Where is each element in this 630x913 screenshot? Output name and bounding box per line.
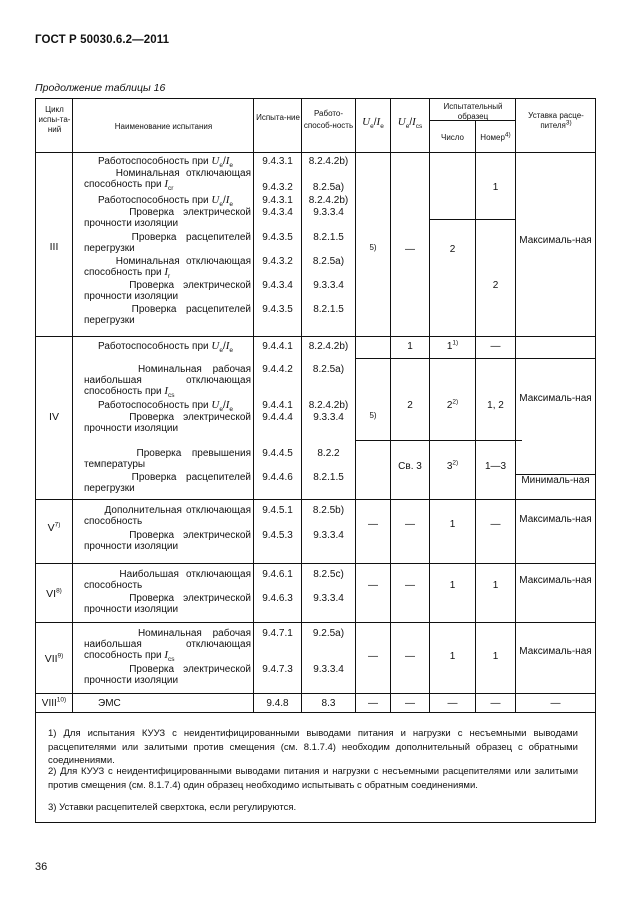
cycle-iv-setting-min: Минималь-ная xyxy=(521,475,590,486)
cycle-iv-g3-ue-ics: Св. 3 xyxy=(398,461,422,472)
cycle-v-label: $V^{7)}$ xyxy=(47,521,61,534)
col-setting-header: Уставка расце-пителя$^{3)}$ xyxy=(528,111,584,130)
cycle-iv-row-2-perf: 8.2.5a) xyxy=(312,364,345,375)
cycle-vi-ue-ie: — xyxy=(368,580,378,591)
cycle-iv-ue-ie: 5) xyxy=(369,411,377,420)
test-cycles-table xyxy=(35,98,596,713)
cycle-vii-row-2-perf: 9.3.3.4 xyxy=(313,664,344,675)
footnote-1: 1) Для испытания КУУЗ с неидентифицированными выводами питания и нагрузки с несъемными выводами расцепителями или залитыми против смещения (см. 8.1.7.4) необходим дополнительный образец с обратными соединениями. xyxy=(48,728,578,766)
cycle-iii-row-8-perf: 8.2.1.5 xyxy=(313,304,344,315)
cycle-iii-label: III xyxy=(49,241,59,253)
cycle-vi-count: 1 xyxy=(449,580,456,591)
cycle-vi-number: 1 xyxy=(492,580,499,591)
col-ue-ie-header: $U_е/I_е$ xyxy=(362,116,384,130)
cycle-vii-row-2-test: 9.4.7.3 xyxy=(262,664,293,675)
cycle-vii-number: 1 xyxy=(492,651,499,662)
cycle-iii-row-2-name: Номинальная отключающая способность при $I_{cr}$ xyxy=(84,168,251,192)
cycle-iv-g1-number: — xyxy=(490,341,501,352)
col-ue-ics-header: $U_е/I_{cs}$ xyxy=(397,116,423,130)
cycle-iv-row-6-test: 9.4.4.6 xyxy=(262,472,293,483)
cycle-viii-name: ЭМС xyxy=(98,698,121,709)
cycle-iii-row-7-name: Проверка электрической прочности изоляции xyxy=(84,280,251,302)
cycle-iii-row-4-test: 9.4.3.4 xyxy=(262,207,293,218)
cycle-iii-row-3-test: 9.4.3.1 xyxy=(262,195,293,206)
cycle-iv-g3-number: 1—3 xyxy=(484,461,507,472)
cycle-v-ue-ics: — xyxy=(405,519,415,530)
page-number: 36 xyxy=(35,861,48,873)
cycle-viii-ue-ie: — xyxy=(368,698,378,709)
cycle-vii-setting: Максималь-ная xyxy=(519,646,592,657)
cycle-iv-row-3-name: Работоспособность при $U_е/I_е$ xyxy=(98,399,234,413)
cycle-iii-row-2-test: 9.4.3.2 xyxy=(262,182,293,193)
cycle-iv-row-5-name: Проверка превышения температуры xyxy=(84,448,251,470)
cycle-iv-row-5-test: 9.4.4.5 xyxy=(262,448,293,459)
cycle-vii-count: 1 xyxy=(449,651,456,662)
cycle-iv-g1-count: 1$^{1)}$ xyxy=(446,339,459,352)
table-continuation-caption: Продолжение таблицы 16 xyxy=(35,82,166,94)
cycle-iii-row-6-perf: 8.2.5a) xyxy=(312,256,345,267)
col-cycle-header: Цикл испы-та-ний xyxy=(38,105,71,134)
cycle-iii-row-5-test: 9.4.3.5 xyxy=(262,232,293,243)
footnote-3: 3) Уставки расцепителей сверхтока, если регулируются. xyxy=(48,802,297,813)
cycle-iv-g2-number: 1, 2 xyxy=(487,400,504,411)
cycle-vi-row-2-name: Проверка электрической прочности изоляции xyxy=(84,593,251,615)
cycle-iv-row-5-perf: 8.2.2 xyxy=(317,448,340,459)
cycle-iv-row-6-perf: 8.2.1.5 xyxy=(313,472,344,483)
cycle-vii-ue-ics: — xyxy=(405,651,415,662)
cycle-iii-row-8-test: 9.4.3.5 xyxy=(262,304,293,315)
cycle-iii-row-8-name: Проверка расцепителей перегрузки xyxy=(84,304,251,326)
cycle-iv-row-1-perf: 8.2.4.2b) xyxy=(308,341,349,352)
col-count-header: Число xyxy=(440,133,464,142)
cycle-iv-g1-ue-ics: 1 xyxy=(407,341,413,352)
cycle-iii-row-3-name: Работоспособность при $U_е/I_е$ xyxy=(98,194,234,208)
cycle-viii-count: — xyxy=(447,698,458,709)
cycle-iii-row-7-perf: 9.3.3.4 xyxy=(313,280,344,291)
footnote-2: 2) Для КУУЗ с неидентифицированными выводами питания и нагрузки с несъемными расцепителями или залитыми против смещения (см. 8.1.7.4) один образец необходимо испытывать с обратным соединениями. xyxy=(48,766,578,791)
col-sample-header: Испытательный образец xyxy=(443,102,503,121)
cycle-v-count: 1 xyxy=(449,519,456,530)
col-name-header: Наименование испытания xyxy=(114,122,213,131)
cycle-iv-row-1-test: 9.4.4.1 xyxy=(262,341,293,352)
cycle-v-setting: Максималь-ная xyxy=(519,514,592,525)
cycle-vii-row-1-perf: 9.2.5a) xyxy=(312,628,345,639)
cycle-iii-row-2-perf: 8.2.5a) xyxy=(312,182,345,193)
cycle-iv-row-4-name: Проверка электрической прочности изоляции xyxy=(84,412,251,434)
cycle-iv-row-2-test: 9.4.4.2 xyxy=(262,364,293,375)
cycle-iii-row-6-name: Номинальная отключающая способность при $I_r$ xyxy=(84,256,251,280)
cycle-iii-setting: Максималь-ная xyxy=(519,235,592,246)
cycle-iv-setting-max: Максималь-ная xyxy=(519,393,592,404)
cycle-iii-row-5-perf: 8.2.1.5 xyxy=(313,232,344,243)
cycle-iii-row-4-perf: 9.3.3.4 xyxy=(313,207,344,218)
cycle-viii-label: VIII$^{10)}$ xyxy=(41,696,67,709)
cycle-iv-row-3-perf: 8.2.4.2b) xyxy=(308,400,349,411)
cycle-iii-row-7-test: 9.4.3.4 xyxy=(262,280,293,291)
cycle-v-row-2-name: Проверка электрической прочности изоляции xyxy=(84,530,251,552)
cycle-vi-label: VI$^{8)}$ xyxy=(46,587,62,600)
cycle-vii-ue-ie: — xyxy=(368,651,378,662)
cycle-vii-row-2-name: Проверка электрической прочности изоляции xyxy=(84,664,251,686)
cycle-vi-row-1-name: Наибольшая отключающая способность xyxy=(84,569,251,591)
cycle-v-number: — xyxy=(490,519,501,530)
cycle-vi-row-2-perf: 9.3.3.4 xyxy=(313,593,344,604)
cycle-iii-row-3-perf: 8.2.4.2b) xyxy=(308,195,349,206)
cycle-iv-g2-count: 2$^{2)}$ xyxy=(446,398,459,411)
col-number-header: Номер$^{4)}$ xyxy=(480,131,511,142)
cycle-v-ue-ie: — xyxy=(368,519,378,530)
cycle-iv-row-4-test: 9.4.4.4 xyxy=(262,412,293,423)
cycle-iii-row-1-name: Работоспособность при $U_е/I_е$ xyxy=(98,155,234,169)
col-perf-header: Работо-способ-ность xyxy=(303,109,354,130)
cycle-iii-count: 2 xyxy=(449,244,456,255)
cycle-iv-row-2-name: Номинальная рабочая наибольшая отключающая способность при $I_{cs}$ xyxy=(84,364,251,399)
cycle-v-row-1-test: 9.4.5.1 xyxy=(262,505,293,516)
cycle-iv-label: IV xyxy=(49,411,59,423)
cycle-vi-row-1-perf: 8.2.5c) xyxy=(313,569,344,580)
standard-header: ГОСТ Р 50030.6.2—2011 xyxy=(35,34,170,46)
cycle-v-row-1-name: Дополнительная отключающая способность xyxy=(84,505,251,527)
cycle-vi-ue-ics: — xyxy=(405,580,415,591)
cycle-viii-setting: — xyxy=(550,698,561,709)
cycle-iii-row-1-test: 9.4.3.1 xyxy=(262,156,293,167)
cycle-viii-perf: 8.3 xyxy=(321,698,336,709)
cycle-iv-row-1-name: Работоспособность при $U_е/I_е$ xyxy=(98,340,234,354)
cycle-vii-row-1-name: Номинальная рабочая наибольшая отключающая способность при $I_{cs}$ xyxy=(84,628,251,663)
cycle-vii-row-1-test: 9.4.7.1 xyxy=(262,628,293,639)
cycle-iv-row-3-test: 9.4.4.1 xyxy=(262,400,293,411)
cycle-viii-number: — xyxy=(490,698,501,709)
cycle-viii-test: 9.4.8 xyxy=(266,698,289,709)
cycle-iii-ue-ics: — xyxy=(405,244,415,255)
cycle-iv-g3-count: 3$^{2)}$ xyxy=(446,459,459,472)
cycle-viii-ue-ics: — xyxy=(405,698,415,709)
cycle-iii-row-1-perf: 8.2.4.2b) xyxy=(308,156,349,167)
col-test-header: Испыта-ние xyxy=(256,113,300,122)
cycle-iv-row-4-perf: 9.3.3.4 xyxy=(313,412,344,423)
cycle-iii-number-a: 1 xyxy=(492,182,499,193)
cycle-iii-number-b: 2 xyxy=(492,280,499,291)
cycle-iv-row-6-name: Проверка расцепителей перегрузки xyxy=(84,472,251,494)
cycle-v-row-2-test: 9.4.5.3 xyxy=(262,530,293,541)
cycle-vi-setting: Максималь-ная xyxy=(519,575,592,586)
cycle-iii-row-5-name: Проверка расцепителей перегрузки xyxy=(84,232,251,254)
cycle-iii-ue-ie: 5) xyxy=(369,243,377,252)
cycle-vii-label: VII$^{9)}$ xyxy=(44,652,64,665)
cycle-iv-g2-ue-ics: 2 xyxy=(407,400,413,411)
cycle-vi-row-1-test: 9.4.6.1 xyxy=(262,569,293,580)
cycle-vi-row-2-test: 9.4.6.3 xyxy=(262,593,293,604)
cycle-iii-row-4-name: Проверка электрической прочности изоляции xyxy=(84,207,251,229)
cycle-v-row-1-perf: 8.2.5b) xyxy=(312,505,345,516)
cycle-v-row-2-perf: 9.3.3.4 xyxy=(313,530,344,541)
cycle-iii-row-6-test: 9.4.3.2 xyxy=(262,256,293,267)
